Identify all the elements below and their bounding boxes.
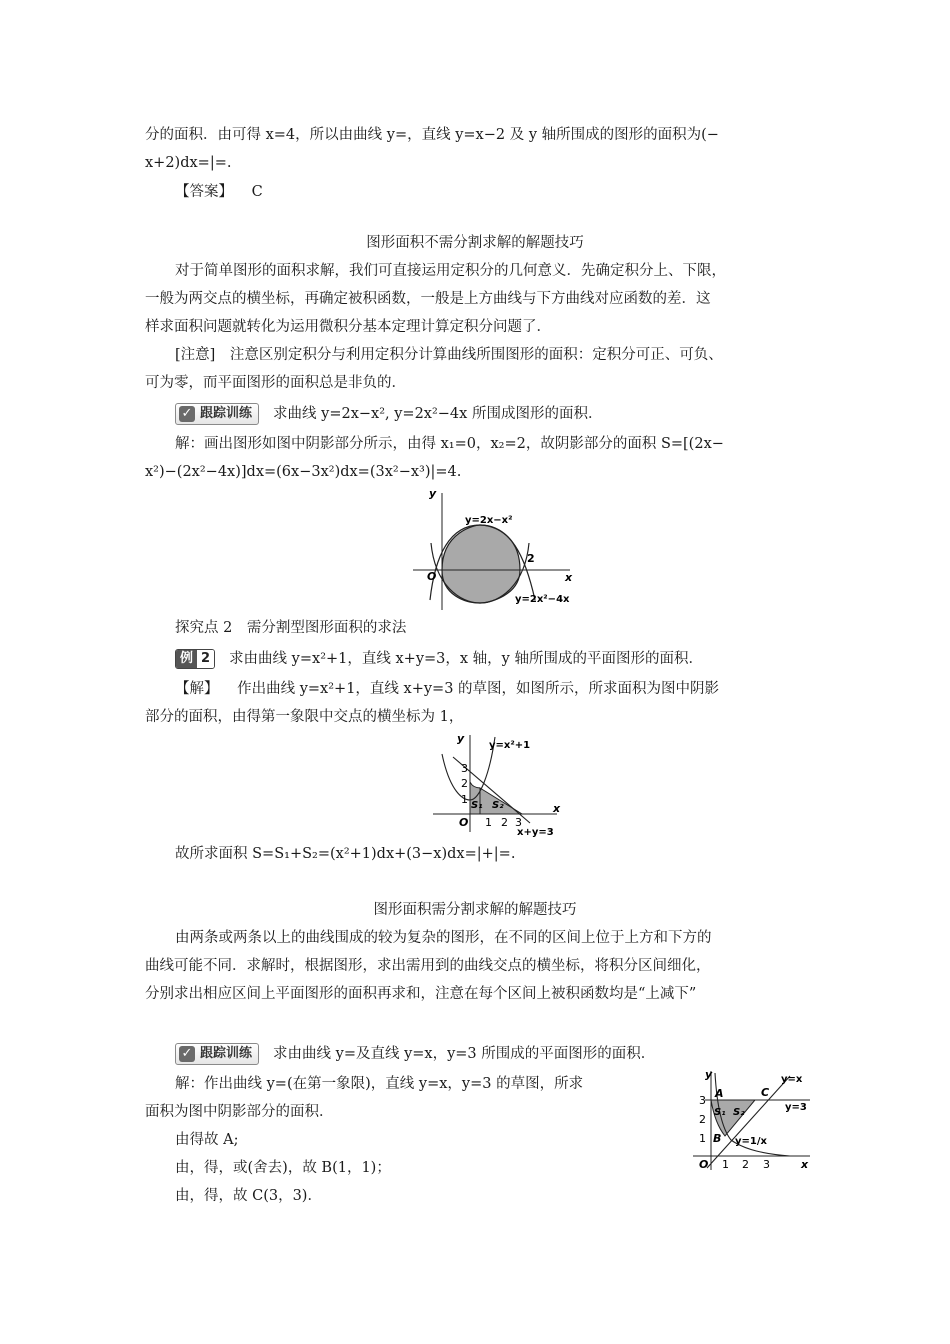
y-tick-label: 2: [699, 1113, 706, 1126]
shaded-region: [711, 1100, 755, 1136]
text-line: 由，得，故 C(3，3)．: [175, 1188, 322, 1204]
note-line: [注意] 注意区别定积分与利用定积分计算曲线所围图形的面积：定积分可正、可负、: [175, 347, 723, 363]
y-axis-label: y: [705, 1068, 713, 1081]
y-tick-label: 1: [699, 1132, 706, 1145]
text-line: 部分的面积，由得第一象限中交点的横坐标为 1，: [145, 709, 464, 725]
curve-parabola: [442, 737, 495, 800]
line-y3-label: y=3: [785, 1102, 807, 1113]
x-tick-label: 1: [722, 1158, 729, 1171]
text-line: 一般为两交点的横坐标，再确定被积函数，一般是上方曲线与下方曲线对应函数的差．这: [145, 291, 711, 307]
figure-hyperbola: [685, 1068, 815, 1172]
example-badge: 例 2: [175, 649, 215, 669]
text-line: 由两条或两条以上的曲线围成的较为复杂的图形，在不同的区间上位于上方和下方的: [175, 930, 712, 946]
origin-label: O: [459, 816, 469, 829]
curve-label: y=x²+1: [489, 740, 531, 751]
point-b-label: B: [713, 1132, 722, 1145]
y-axis-label: y: [429, 487, 437, 500]
x-axis-label: x: [565, 571, 573, 584]
section-title: 图形面积不需分割求解的解题技巧: [366, 235, 584, 251]
x-tick-label: 1: [485, 816, 492, 829]
point-a-label: A: [715, 1087, 724, 1100]
y-tick-label: 2: [461, 777, 468, 790]
region-s1-label: S₁: [714, 1107, 726, 1118]
track-badge: ✓ 跟踪训练: [175, 1043, 259, 1065]
x-tick-label: 3: [763, 1158, 770, 1171]
text-line: 由，得，或(舍去)，故 B(1，1)；: [175, 1160, 391, 1176]
origin-label: O: [699, 1158, 709, 1171]
line-label: x+y=3: [517, 827, 554, 838]
y-axis-label: y: [457, 732, 465, 745]
x-axis-label: x: [553, 802, 561, 815]
note-line: 可为零，而平面图形的面积总是非负的．: [145, 375, 406, 391]
region-s1-label: S₁: [471, 800, 483, 811]
solution-label: 【解】: [175, 681, 219, 697]
y-tick-label: 3: [699, 1094, 706, 1107]
line-yx-label: y=x: [781, 1074, 803, 1085]
example-question: 例 2 求由曲线 y=x²+1，直线 x+y=3，x 轴，y 轴所围成的平面图形的面积．: [175, 648, 703, 670]
answer-label: 【答案】: [175, 184, 233, 200]
section-title: 探究点 2 需分割型图形面积的求法: [175, 620, 407, 636]
solution-line: 【解】 作出曲线 y=x²+1，直线 x+y=3 的草图，如图所示，所求面积为图中阴影: [175, 681, 720, 697]
curve-bottom-label: y=2x²−4x: [515, 594, 570, 605]
tick-label: 2: [527, 552, 535, 565]
text-line: 解：画出图形如图中阴影部分所示，由得 x₁=0，x₂=2，故阴影部分的面积 S=[(2x−: [175, 436, 724, 452]
text-line: 对于简单图形的面积求解，我们可直接运用定积分的几何意义．先确定积分上、下限，: [175, 263, 726, 279]
region-s2-label: S₂: [733, 1107, 745, 1118]
text-line: 由得故 A;: [175, 1132, 239, 1148]
x-tick-label: 2: [742, 1158, 749, 1171]
text-line: 曲线可能不同．求解时，根据图形，求出需用到的曲线交点的横坐标，将积分区间细化，: [145, 958, 711, 974]
x-tick-label: 2: [501, 816, 508, 829]
check-icon: ✓: [179, 1046, 195, 1062]
answer-line: [175, 181, 263, 203]
text-line: 分别求出相应区间上平面图形的面积再求和，注意在每个区间上被积函数均是“上减下”: [145, 986, 697, 1002]
track-question: ✓ 跟踪训练 求由曲线 y=及直线 y=x，y=3 所围成的平面图形的面积．: [175, 1043, 655, 1065]
section-title: 图形面积需分割求解的解题技巧: [373, 902, 577, 918]
check-icon: ✓: [179, 406, 195, 422]
origin-label: O: [427, 570, 437, 583]
text-line: 解：作出曲线 y=(在第一象限)，直线 y=x，y=3 的草图，所求: [175, 1076, 584, 1092]
text-line: x+2)dx=|=.: [145, 155, 232, 171]
track-badge: ✓ 跟踪训练: [175, 403, 259, 425]
text-line: 故所求面积 S=S₁+S₂=(x²+1)dx+(3−x)dx=|+|=.: [175, 846, 516, 862]
text-line: 面积为图中阴影部分的面积．: [145, 1104, 334, 1120]
point-c-label: C: [761, 1086, 770, 1099]
y-tick-label: 1: [461, 793, 468, 806]
figure-parabolas: [405, 485, 585, 615]
x-axis-label: x: [801, 1158, 809, 1171]
figure-parabola-line: [425, 732, 565, 840]
text-line: 分的面积．由可得 x=4，所以由曲线 y=，直线 y=x−2 及 y 轴所围成的图形的面积为(−: [145, 127, 719, 143]
text-line: 样求面积问题就转化为运用微积分基本定理计算定积分问题了．: [145, 319, 551, 335]
track-question: ✓ 跟踪训练 求曲线 y=2x−x², y=2x²−4x 所围成图形的面积．: [175, 403, 602, 425]
y-tick-label: 3: [461, 762, 468, 775]
answer-value: C: [251, 184, 263, 200]
region-s2-label: S₂: [492, 800, 504, 811]
text-line: x²)−(2x²−4x)]dx=(6x−3x²)dx=(3x²−x³)|=4.: [145, 464, 462, 480]
x-tick-label: 3: [515, 816, 522, 829]
curve-top-label: y=2x−x²: [465, 515, 513, 526]
curve-label: y=1/x: [735, 1136, 767, 1147]
